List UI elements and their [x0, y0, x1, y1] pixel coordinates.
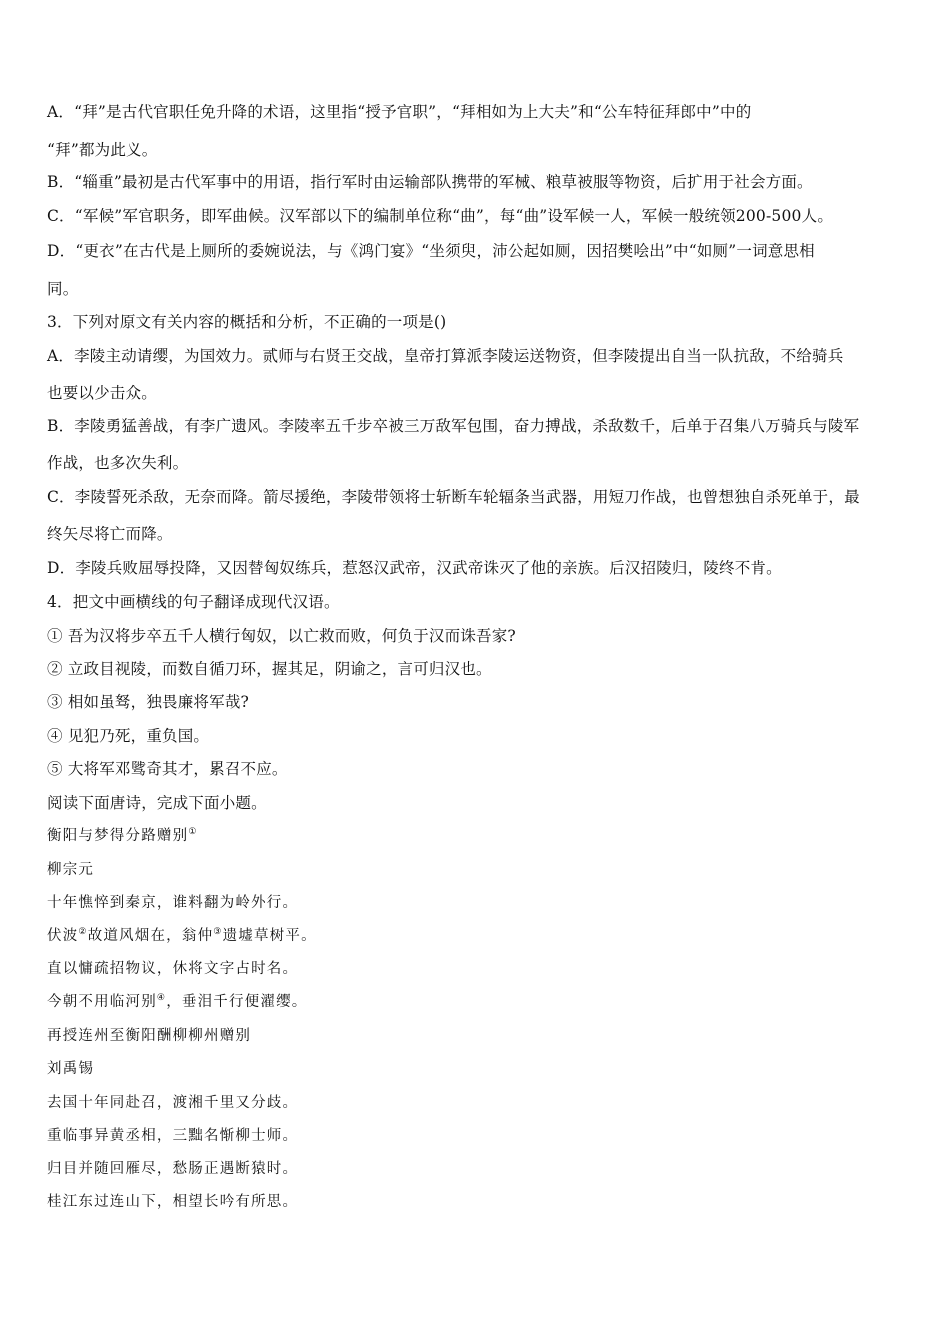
- q2-option-a-line2: “拜”都为此义。: [47, 141, 158, 159]
- poem2-author: 刘禹锡: [47, 1061, 95, 1077]
- poem1-line4: 今朝不用临河别④，垂泪千行便濯缨。: [47, 993, 308, 1010]
- reading-intro: 阅读下面唐诗，完成下面小题。: [47, 794, 267, 812]
- q3-option-c-line2: 终矢尽将亡而降。: [47, 525, 173, 543]
- footnote-marker: ②: [78, 927, 88, 938]
- footnote-marker: ①: [188, 827, 198, 838]
- q3-option-c-line1: C．李陵誓死杀敌，无奈而降。箭尽援绝，李陵带领将士斩断车轮辐条当武器，用短刀作战，也曾想独自杀死单于，最: [47, 488, 860, 506]
- q3-option-b-line1: B．李陵勇猛善战，有李广遗风。李陵率五千步卒被三万敌军包围，奋力搏战，杀敌数千，后单于召集八万骑兵与陵军: [47, 417, 860, 435]
- q2-option-a-line1: A．“拜”是古代官职任免升降的术语，这里指“授予官职”，“拜相如为上大夫”和“公车特征拜郎中”中的: [47, 103, 752, 121]
- q3-option-d: D．李陵兵败屈辱投降，又因替匈奴练兵，惹怒汉武帝，汉武帝诛灭了他的亲族。后汉招陵归，陵终不肯。: [47, 559, 782, 577]
- footnote-marker: ④: [156, 993, 167, 1004]
- q4-item-5: ⑤ 大将军邓骘奇其才，累召不应。: [47, 760, 288, 778]
- q4-item-1: ① 吾为汉将步卒五千人横行匈奴，以亡救而败，何负于汉而诛吾家?: [47, 627, 516, 645]
- footnote-marker: ③: [213, 927, 223, 938]
- q3-option-b-line2: 作战，也多次失利。: [47, 454, 189, 472]
- poem2-line2: 重临事异黄丞相，三黜名惭柳士师。: [47, 1128, 299, 1144]
- poem1-line1: 十年憔悴到秦京，谁料翻为岭外行。: [47, 895, 299, 911]
- poem1-line3: 直以慵疏招物议，休将文字占时名。: [47, 961, 299, 977]
- q3-option-a-line2: 也要以少击众。: [47, 384, 157, 402]
- poem2-line3: 归目并随回雁尽，愁肠正遇断猿时。: [47, 1161, 299, 1177]
- q4-stem: 4．把文中画横线的句子翻译成现代汉语。: [47, 593, 340, 611]
- poem1-line2: 伏波②故道风烟在，翁仲③遗墟草树平。: [47, 927, 317, 944]
- q2-option-c: C．“军候”军官职务，即军曲候。汉军部以下的编制单位称“曲”，每“曲”设军候一人，军候一般统领200-500人。: [47, 207, 834, 225]
- poem2-title: 再授连州至衡阳酬柳柳州赠别: [47, 1028, 252, 1044]
- q3-option-a-line1: A．李陵主动请缨，为国效力。贰师与右贤王交战，皇帝打算派李陵运送物资，但李陵提出自当一队抗敌，不给骑兵: [47, 347, 844, 365]
- q4-item-3: ③ 相如虽驽，独畏廉将军哉?: [47, 693, 250, 711]
- q2-option-d-line2: 同。: [47, 280, 79, 298]
- q4-item-4: ④ 见犯乃死，重负国。: [47, 727, 210, 745]
- poem2-line4: 桂江东过连山下，相望长吟有所思。: [47, 1194, 299, 1210]
- q2-option-d-line1: D．“更衣”在古代是上厕所的委婉说法，与《鸿门宴》“坐须臾，沛公起如厕，因招樊哙出”中“如厕”一词意思相: [47, 242, 815, 260]
- poem1-author: 柳宗元: [47, 862, 95, 878]
- poem2-line1: 去国十年同赴召，渡湘千里又分歧。: [47, 1095, 299, 1111]
- q4-item-2: ② 立政目视陵，而数自循刀环，握其足，阴谕之，言可归汉也。: [47, 660, 492, 678]
- poem1-title: 衡阳与梦得分路赠别①: [47, 827, 198, 844]
- q3-stem: 3．下列对原文有关内容的概括和分析，不正确的一项是(): [47, 313, 447, 331]
- q2-option-b: B．“辎重”最初是古代军事中的用语，指行军时由运输部队携带的军械、粮草被服等物资，后扩用于社会方面。: [47, 173, 813, 191]
